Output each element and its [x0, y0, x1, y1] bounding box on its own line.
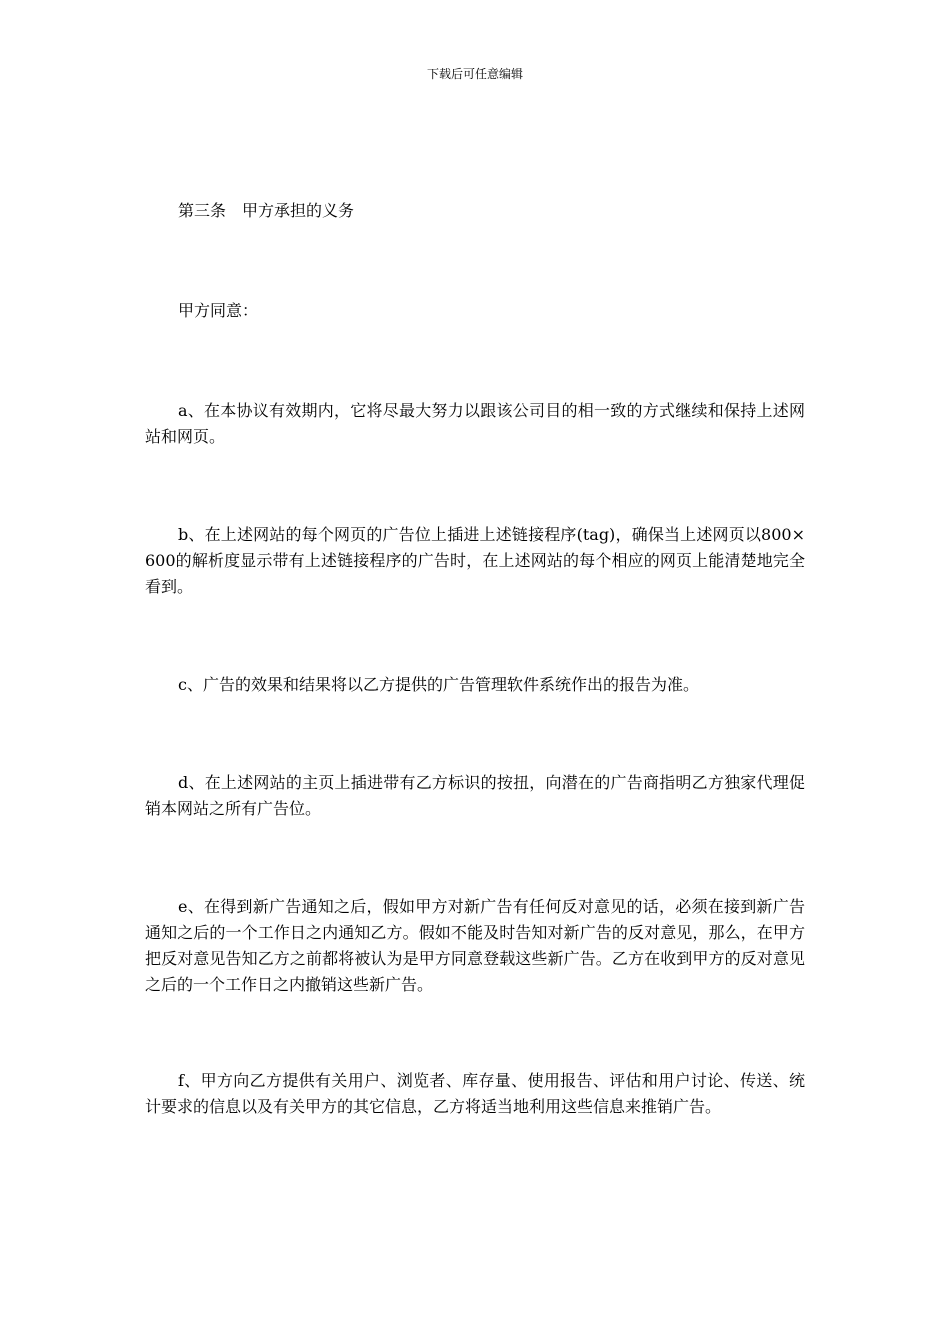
intro-paragraph: 甲方同意：	[178, 301, 259, 320]
clause-b: b、在上述网站的每个网页的广告位上插进上述链接程序(tag)，确保当上述网页以800×600的解析度显示带有上述链接程序的广告时，在上述网站的每个相应的网页上能清楚地完全看到。	[145, 525, 805, 596]
clause-d: d、在上述网站的主页上插进带有乙方标识的按扭，向潜在的广告商指明乙方独家代理促销本网站之所有广告位。	[145, 773, 805, 818]
clause-f: f、甲方向乙方提供有关用户、浏览者、库存量、使用报告、评估和用户讨论、传送、统计要求的信息以及有关甲方的其它信息，乙方将适当地利用这些信息来推销广告。	[145, 1071, 805, 1116]
clause-a: a、在本协议有效期内，它将尽最大努力以跟该公司目的相一致的方式继续和保持上述网站和网页。	[145, 401, 805, 446]
page-header-note: 下载后可任意编辑	[426, 67, 523, 81]
clause-e: e、在得到新广告通知之后，假如甲方对新广告有任何反对意见的话，必须在接到新广告通知之后的一个工作日之内通知乙方。假如不能及时告知对新广告的反对意见，那么，在甲方把反对意见告知乙方之前都将被认为是甲方同意登载这些新广告。乙方在收到甲方的反对意见之后的一个工作日之内撤销这些新广告。	[145, 897, 805, 994]
article-title: 第三条 甲方承担的义务	[178, 201, 355, 220]
clause-c: c、广告的效果和结果将以乙方提供的广告管理软件系统作出的报告为准。	[178, 675, 699, 694]
